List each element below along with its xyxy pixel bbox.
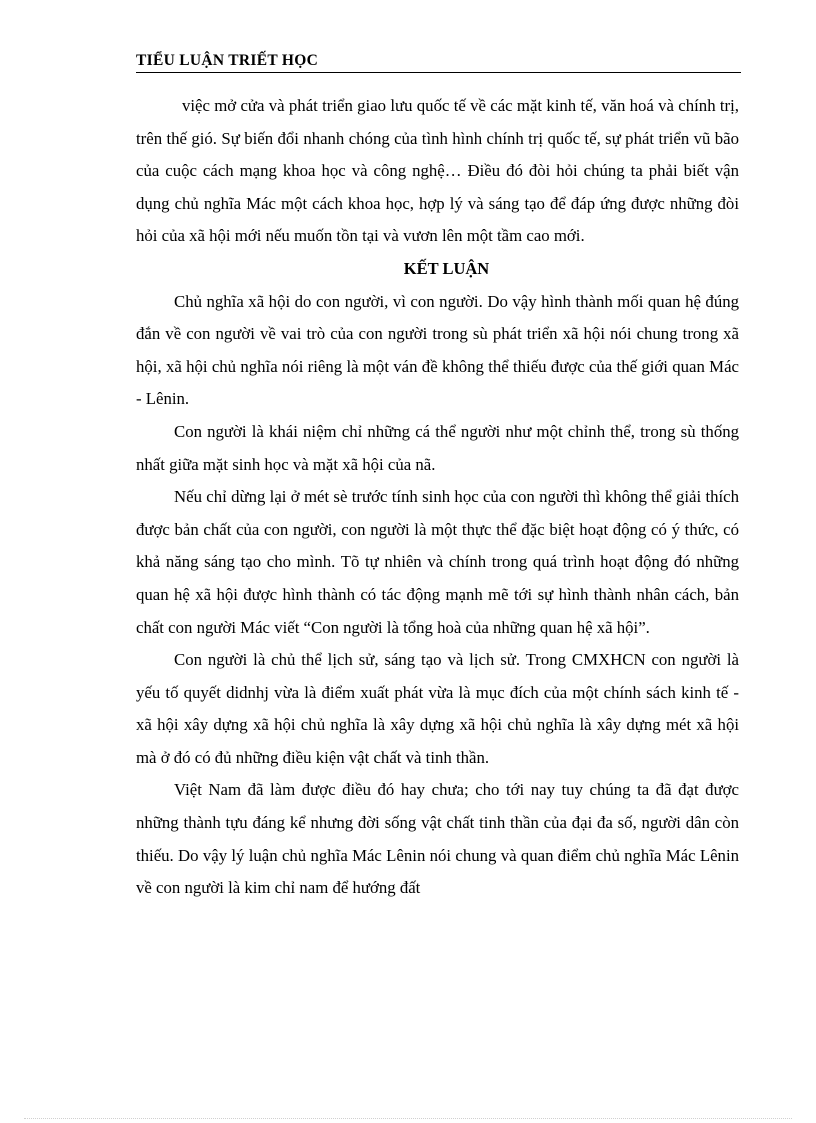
intro-paragraph: việc mở cửa và phát triển giao lưu quốc tế về các mặt kinh tế, văn hoá và chính trị, trên thế gió. Sự biến đổi nhanh chóng của tình hình chính trị quốc tế, sự phát triển vũ bão của cuộc cách mạng khoa học và công nghệ… Điều đó đòi hỏi chúng ta phải biết vận dụng chủ nghĩa Mác một cách khoa học, hợp lý và sáng tạo để đáp ứng được những đòi hỏi của xã hội mới nếu muốn tồn tại và vươn lên một tầm cao mới. bbox=[136, 96, 739, 246]
page-header bbox=[136, 50, 741, 73]
document-body bbox=[136, 90, 739, 905]
body-paragraph-1: Chủ nghĩa xã hội do con người, vì con người. Do vậy hình thành mối quan hệ đúng đắn về con người về vai trò của con người trong sù phát triển xã hội nói chung trong xã hội, xã hội chủ nghĩa nói riêng là một ván đề không thể thiếu được của thế giới quan Mác - Lênin. bbox=[136, 291, 739, 409]
document-title: TIỂU LUẬN TRIẾT HỌC bbox=[136, 52, 319, 69]
body-paragraph-2: Con người là khái niệm chỉ những cá thể người như một chỉnh thể, trong sù thống nhất giữa mặt sinh học và mặt xã hội của nã. bbox=[136, 421, 739, 474]
page-bottom-divider bbox=[24, 1118, 792, 1119]
body-paragraph-3: Nếu chỉ dừng lại ở mét sè trước tính sinh học của con người thì không thể giải thích được bản chất của con người, con người là một thực thể đặc biệt hoạt động có ý thức, có khả năng sáng tạo cho mình. Tõ tự nhiên và chính trong quá trình hoạt động đó những quan hệ xã hội được hình thành có tác động mạnh mẽ tới sự hình thành nhân cách, bản chất con người Mác viết “Con người là tổng hoà của những quan hệ xã hội”. bbox=[136, 487, 739, 637]
body-paragraph-4: Con người là chủ thể lịch sử, sáng tạo và lịch sử. Trong CMXHCN con người là yếu tố quyết didnhj vừa là điểm xuất phát vừa là mục đích của một chính sách kinh tế - xã hội xây dựng xã hội chủ nghĩa là xây dựng xã hội chủ nghĩa là xây dựng mét xã hội mà ở đó có đủ những điều kiện vật chất và tinh thần. bbox=[136, 650, 739, 767]
conclusion-heading: KẾT LUẬN bbox=[403, 258, 490, 278]
body-paragraph-5: Việt Nam đã làm được điều đó hay chưa; cho tới nay tuy chúng ta đã đạt được những thành tựu đáng kể nhưng đời sống vật chất tinh thần của đại đa số, người dân còn thiếu. Do vậy lý luận chủ nghĩa Mác Lênin nói chung và quan điểm chủ nghĩa Mác Lênin về con người là kim chỉ nam để hướng đất bbox=[136, 780, 739, 898]
